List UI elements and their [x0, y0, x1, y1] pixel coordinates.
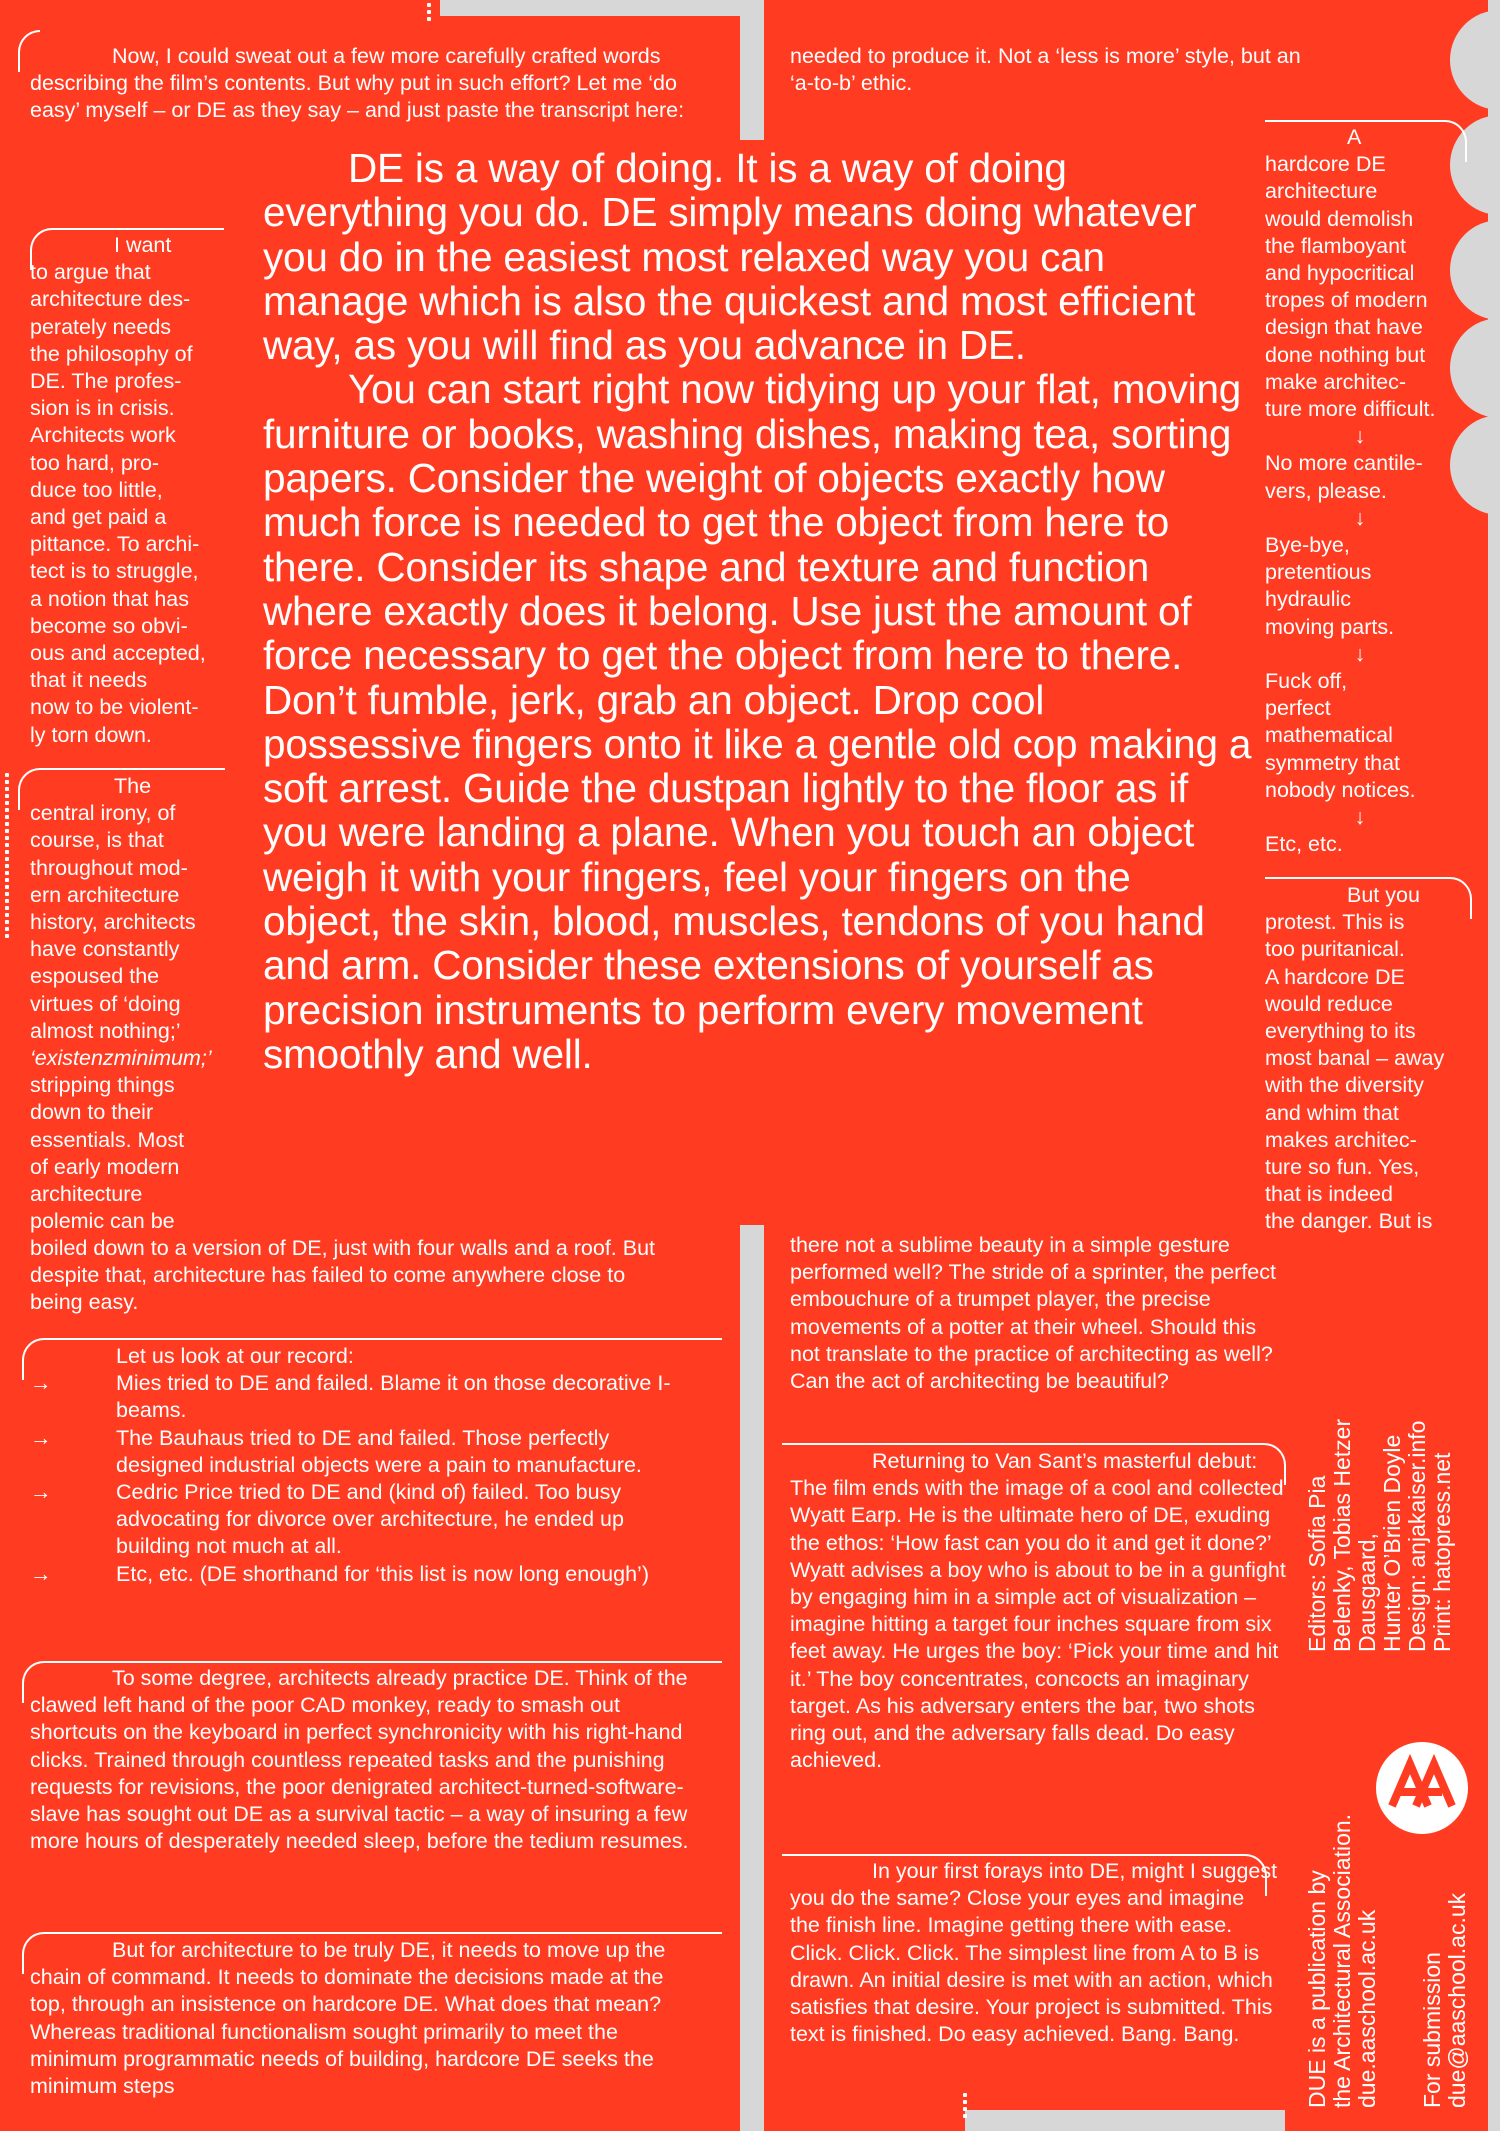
credits-publication: DUE is a publication by the Architectural Association. due.aaschool.ac.uk: [1304, 1813, 1380, 2108]
down-arrow-icon: ↓: [1354, 424, 1366, 449]
left-paragraph-1: Now, I could sweat out a few more carefully crafted words describing the film’s contents. But why put in such effort? Let me ‘do easy’ myself – or DE as they say – and just paste the transcript here:: [30, 44, 685, 123]
perforation: [422, 0, 438, 24]
transcript-quote: DE is a way of doing. It is a way of doing everything you do. DE simply means doing whatever you do in the easiest most relaxed way you can manage which is also the quickest and most efficient way, as you will find as you advance in DE. You can start right now tidying up your flat, moving furniture or books, washing dishes, making tea, sorting papers. Consider the weight of objects exactly how much force is needed to get the object from here to there. Consider its shape and texture and function where exactly does it belong. Use just the amount of force necessary to get the object from here to there. Don’t fumble, jerk, grab an object. Drop cool possessive fingers onto it like a gentle old cop making a soft arrest. Guide the dustpan lightly to the floor as if you were landing a plane. When you touch an object weigh it with your fingers, feel your fingers on the object, the skin, blood, muscles, tendons of you hand and arm. Consider these extensions of yourself as precision instruments to perform every movement smoothly and well.: [263, 145, 1252, 1077]
column-gutter-top: [740, 0, 764, 140]
perforation: [0, 770, 16, 941]
aa-logo-icon: [1376, 1742, 1468, 1834]
right-paragraph-1: A hardcore DE architecture would demolish the flamboyant and hypocritical tropes of modern design that have done nothing but make architec- ture more difficult. ↓ No more cantile- vers, please. ↓ Bye-bye, pretentious hydraulic moving parts. ↓ Fuck off, perfect mathematical symmetry that nobody notices. ↓ Etc, etc.: [1265, 124, 1495, 858]
mid-paragraph-vansant: Returning to Van Sant’s masterful debut: The film ends with the image of a cool and collected Wyatt Earp. He is the ultimate hero of DE, exuding the ethos: ‘How fast can you do it and get it done?’ Wyatt advises a boy who is about to be in a gunfight by engaging him in a simple act of visualization – imagine hitting a target four inches square from six feet away. He urges the boy: ‘Pick your time and hit it.’ The boy concentrates, concocts an imaginary target. As his adversary enters the bar, two shots ring out, and the adversary falls dead. Do easy achieved.: [790, 1449, 1286, 1773]
credits-submission: For submission due@aaschool.ac.uk: [1419, 1892, 1470, 2108]
arrow-icon: →: [30, 1425, 52, 1450]
list-item: → The Bauhaus tried to DE and failed. Those perfectly designed industrial objects were a pain to manufacture.: [30, 1425, 690, 1479]
left-paragraph-3-tail: boiled down to a version of DE, just with four walls and a roof. But despite that, architecture has failed to come anywhere close to being easy.: [30, 1236, 656, 1315]
mid-paragraph-final: In your first forays into DE, might I suggest you do the same? Close your eyes and imagine the finish line. Imagine getting there with ease. Click. Click. Click. The simplest line from A to B is drawn. An initial desire is met with an action, which satisfies that desire. Your project is submitted. This text is finished. Do easy achieved. Bang. Bang.: [790, 1859, 1278, 2047]
left-paragraph-5: To some degree, architects already practice DE. Think of the clawed left hand of the poor CAD monkey, ready to smash out shortcuts on the keyboard in perfect synchronicity with his right-hand clicks. Trained through countless repeated tasks and the punishing requests for revisions, the poor denigrated architect-turned-software-slave has sought out DE as a survival tactic – a way of insuring a few more hours of desperately needed sleep, before the tedium resumes.: [30, 1666, 689, 1854]
right-paragraph-2: But you protest. This is too puritanical. A hardcore DE would reduce everything to its most banal – away with the diversity and whim that makes architec- ture so fun. Yes, that is indeed the danger. But is: [1265, 883, 1445, 1234]
down-arrow-icon: ↓: [1354, 805, 1366, 830]
arrow-icon: →: [30, 1561, 52, 1586]
left-paragraph-2: I want to argue that architecture des- perately needs the philosophy of DE. The profes- sion is in crisis. Architects work too hard, pro- duce too little, and get paid a pittance. To archi- tect is to struggle, a notion that has become so obvi- ous and accepted, that it needs now to be violent- ly torn down.: [30, 233, 206, 747]
list-item: → Mies tried to DE and failed. Blame it on those decorative I-beams.: [30, 1370, 690, 1424]
left-paragraph-6: But for architecture to be truly DE, it needs to move up the chain of command. It needs to dominate the decisions made at the top, through an insistence on hardcore DE. What does that mean? Whereas traditional functionalism sought primarily to meet the minimum programmatic needs of building, hardcore DE seeks the minimum steps: [30, 1938, 666, 2099]
edge-circle: [1450, 10, 1500, 110]
top-gap: [440, 0, 758, 16]
column-gutter-bottom: [740, 1225, 764, 2131]
list-item: → Etc, etc. (DE shorthand for ‘this list is now long enough’): [30, 1561, 690, 1588]
down-arrow-icon: ↓: [1354, 505, 1366, 530]
mid-paragraph-beauty: there not a sublime beauty in a simple gesture performed well? The stride of a sprinter, the perfect embouchure of a trumpet player, the precise movements of a potter at their wheel. Should this not translate to the practice of architecting as well? Can the act of architecting be beautiful?: [790, 1233, 1276, 1394]
arrow-icon: →: [30, 1480, 52, 1505]
perforation: [958, 2090, 974, 2121]
credits-editors: Editors: Sofia Pia Belenky, Tobias Hetzer Dausgaard, Hunter O’Brien Doyle Design: anjakaiser.info Print: hatopress.net: [1304, 1418, 1455, 1652]
bottom-gap: [965, 2110, 1285, 2131]
aa-logo: [1376, 1742, 1468, 1834]
arrow-icon: →: [30, 1371, 52, 1396]
mid-paragraph-top: needed to produce it. Not a ‘less is more’ style, but an ‘a-to-b’ ethic.: [790, 44, 1301, 96]
list-item: Bye-bye, pretentious hydraulic moving parts.: [1265, 533, 1395, 639]
left-paragraph-3: The central irony, of course, is that throughout mod- ern architecture history, architects have constantly espoused the virtues of ‘doing almost nothing;’ ‘existenzminimum;’ stripping things down to their essentials. Most of early modern architecture polemic can be: [30, 774, 212, 1234]
aa-logo-label: [1468, 1742, 1469, 1743]
record-list: Let us look at our record: → Mies tried to DE and failed. Blame it on those decorative I-beams. → The Bauhaus tried to DE and failed. Those perfectly designed industrial objects were a pain to manufacture. → Cedric Price tried to DE and (kind of) failed. Too busy advocating for divorce over architecture, he ended up building not much at all. → Etc, etc. (DE shorthand for ‘this list is now long enough’): [30, 1343, 690, 1588]
list-item: Fuck off, perfect mathematical symmetry that nobody notices.: [1265, 669, 1416, 802]
list-item: Etc, etc.: [1265, 832, 1343, 857]
list-item: No more cantile- vers, please.: [1265, 451, 1423, 503]
list-item: → Cedric Price tried to DE and (kind of) failed. Too busy advocating for divorce over architecture, he ended up building not much at all.: [30, 1479, 690, 1561]
down-arrow-icon: ↓: [1354, 641, 1366, 666]
